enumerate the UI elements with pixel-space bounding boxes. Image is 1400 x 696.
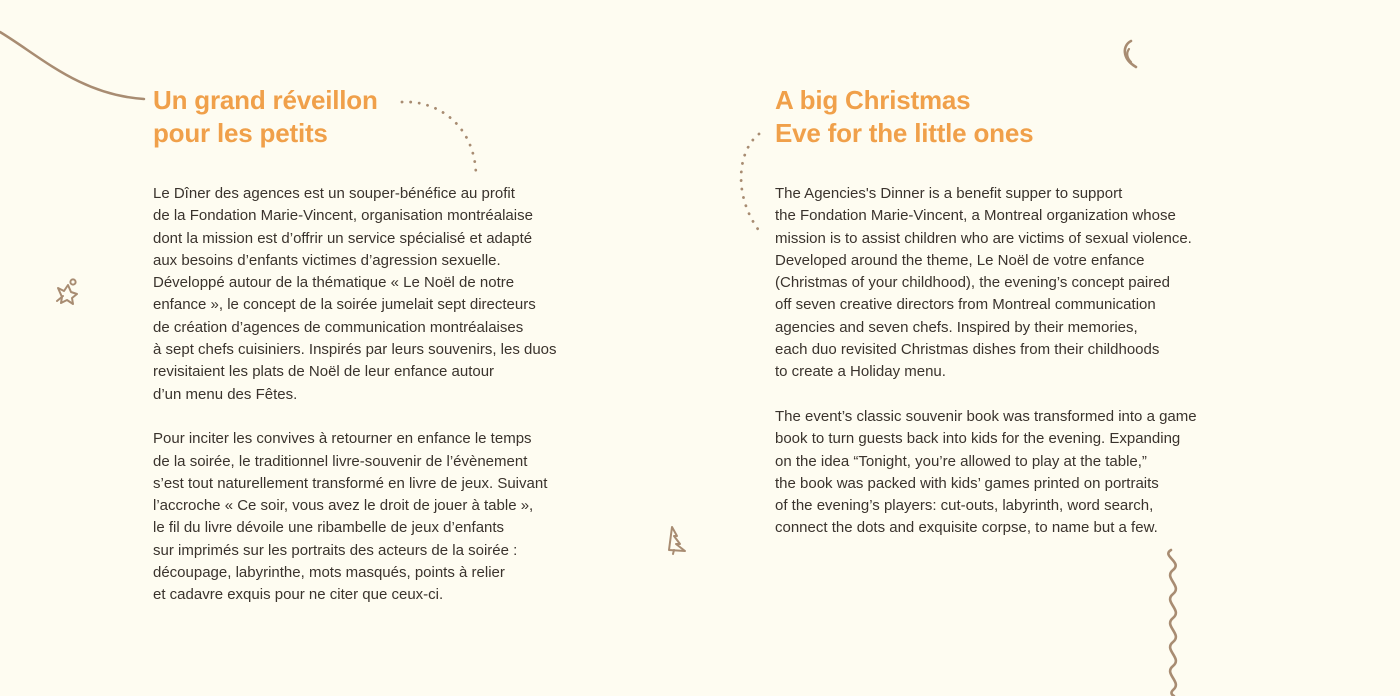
text-line: découpage, labyrinthe, mots masqués, points à relier xyxy=(153,564,505,582)
english-column xyxy=(775,84,1245,540)
crescent-icon xyxy=(1125,41,1136,67)
text-line: sur imprimés sur les portraits des acteurs de la soirée : xyxy=(153,541,518,559)
dotted-arc-icon xyxy=(741,134,760,232)
text-line: Le Dîner des agences est un souper-bénéfice au profit xyxy=(153,185,515,202)
french-title-line: pour les petits xyxy=(153,118,328,148)
swoosh-line-icon xyxy=(0,32,144,99)
english-paragraph-1 xyxy=(775,183,1245,384)
text-line: to create a Holiday menu. xyxy=(775,363,946,381)
text-line: dont la mission est d’offrir un service spécialisé et adapté xyxy=(153,229,533,247)
english-title xyxy=(775,84,1245,150)
pine-tree-icon xyxy=(669,527,685,554)
french-title-line: Un grand réveillon xyxy=(153,85,378,115)
text-line: on the idea “Tonight, you’re allowed to play at the table,” xyxy=(775,452,1147,470)
wavy-line-icon xyxy=(1168,550,1176,696)
english-title-line: A big Christmas xyxy=(775,85,971,115)
text-line: The event’s classic souvenir book was transformed into a game xyxy=(775,407,1197,425)
text-line: le fil du livre dévoile une ribambelle de jeux d’enfants xyxy=(153,519,505,537)
text-line: l’accroche « Ce soir, vous avez le droit de jouer à table », xyxy=(153,497,534,515)
text-line: connect the dots and exquisite corpse, to name but a few. xyxy=(775,519,1158,537)
text-line: each duo revisited Christmas dishes from their childhoods xyxy=(775,341,1160,359)
text-line: de création d’agences de communication montréalaises xyxy=(153,318,524,336)
holly-icon xyxy=(57,279,77,304)
text-line: off seven creative directors from Montreal communication xyxy=(775,296,1156,314)
text-line: of the evening’s players: cut-outs, labyrinth, word search, xyxy=(775,497,1154,515)
text-line: et cadavre exquis pour ne citer que ceux-ci. xyxy=(153,586,444,604)
text-line: de la Fondation Marie-Vincent, organisation montréalaise xyxy=(153,207,533,225)
text-line: Pour inciter les convives à retourner en enfance le temps xyxy=(153,430,532,448)
text-line: the book was packed with kids’ games printed on portraits xyxy=(775,474,1159,492)
text-line: Developed around the theme, Le Noël de votre enfance xyxy=(775,251,1145,269)
text-line: enfance », le concept de la soirée jumelait sept directeurs xyxy=(153,296,536,314)
text-line: revisitaient les plats de Noël de leur enfance autour xyxy=(153,363,495,381)
text-line: mission is to assist children who are victims of sexual violence. xyxy=(775,229,1192,247)
text-line: book to turn guests back into kids for the evening. Expanding xyxy=(775,430,1181,448)
text-line: aux besoins d’enfants victimes d’agression sexuelle. xyxy=(153,251,501,269)
text-line: The Agencies's Dinner is a benefit supper to support xyxy=(775,185,1123,202)
french-paragraph-1 xyxy=(153,183,613,406)
text-line: s’est tout naturellement transformé en livre de jeux. Suivant xyxy=(153,474,548,492)
text-line: d’un menu des Fêtes. xyxy=(153,385,298,403)
text-line: à sept chefs cuisiniers. Inspirés par leurs souvenirs, les duos xyxy=(153,341,557,359)
english-paragraph-2 xyxy=(775,406,1245,540)
text-line: (Christmas of your childhood), the evening’s concept paired xyxy=(775,274,1170,292)
french-paragraph-2 xyxy=(153,428,613,606)
text-line: agencies and seven chefs. Inspired by their memories, xyxy=(775,318,1138,336)
french-column xyxy=(153,84,613,607)
french-title xyxy=(153,84,613,150)
text-line: Développé autour de la thématique « Le Noël de notre xyxy=(153,274,515,292)
text-line: de la soirée, le traditionnel livre-souvenir de l’évènement xyxy=(153,452,528,470)
text-line: the Fondation Marie-Vincent, a Montreal organization whose xyxy=(775,207,1176,225)
french-body xyxy=(153,183,613,607)
english-title-line: Eve for the little ones xyxy=(775,118,1034,148)
english-body xyxy=(775,183,1245,540)
